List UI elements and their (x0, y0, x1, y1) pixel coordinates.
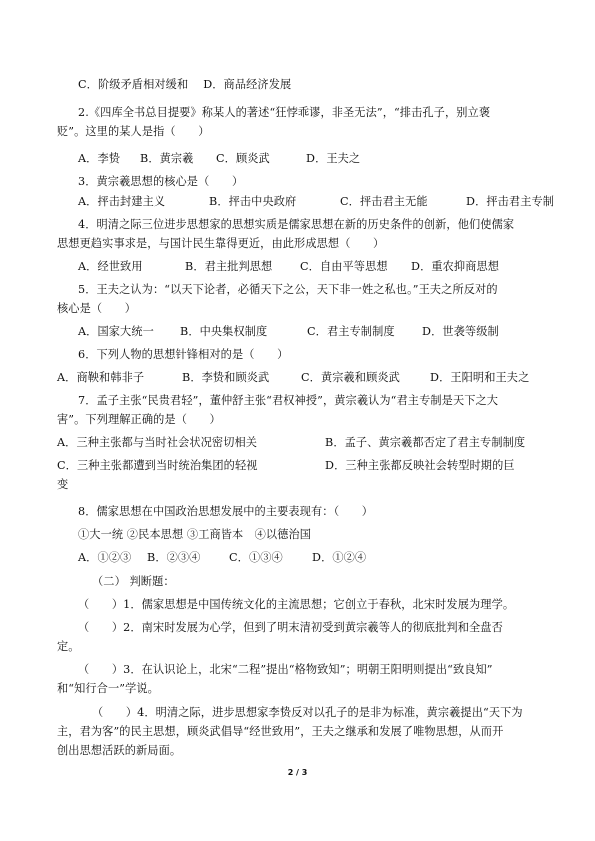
answer-option: A．经世致用 (78, 260, 143, 273)
answer-option: B．②③④ (147, 551, 201, 564)
answer-option: D．三种主张都反映社会转型时期的巨 (325, 459, 515, 472)
answer-options-row (57, 459, 540, 473)
answer-options-row (78, 551, 540, 565)
answer-option: A．抨击封建主义 (78, 195, 166, 208)
answer-option: A．商鞅和韩非子 (57, 371, 145, 384)
text-line: 贬”。这里的某人是指（ ） (57, 125, 210, 138)
answer-options-row (78, 152, 540, 166)
answer-option: B．中央集权制度 (180, 325, 268, 338)
answer-option: C．黄宗羲和顾炎武 (301, 371, 400, 384)
text-line: （ ）3．在认识论上，北宋“二程”提出“格物致知”；明朝王阳明则提出“致良知” (78, 663, 493, 676)
answer-option: C．①③④ (229, 551, 283, 564)
answer-option: D．重农抑商思想 (411, 260, 500, 273)
answer-option: D．①②④ (312, 551, 367, 564)
page-number: 2 / 3 (287, 768, 308, 777)
text-line: （ ）4．明清之际，进步思想家李贽反对以孔子的是非为标准，黄宗羲提出“天下为 (92, 706, 523, 719)
answer-option: B．抨击中央政府 (209, 195, 297, 208)
text-line: 3．黄宗羲思想的核心是（ ） (78, 175, 244, 188)
answer-option: C．君主专制制度 (307, 325, 395, 338)
text-line: 和“知行合一”学说。 (57, 682, 159, 695)
answer-option: B．李贽和顾炎武 (182, 371, 270, 384)
answer-option: C．三种主张都遭到当时统治集团的轻视 (57, 459, 258, 472)
text-line: ①大一统 ②民本思想 ③工商皆本 ④以德治国 (78, 528, 312, 541)
text-line: 变 (57, 478, 69, 491)
text-line: C．阶级矛盾相对缓和 D．商品经济发展 (78, 78, 292, 91)
text-line: 主，君为客”的民主思想，顾炎武倡导“经世致用”，王夫之继承和发展了唯物思想，从而开 (57, 725, 504, 738)
answer-option: A．①②③ (78, 551, 132, 564)
text-line: （ ）2．南宋时发展为心学，但到了明末清初受到黄宗羲等人的彻底批判和全盘否 (78, 621, 503, 634)
text-line: （ ）1．儒家思想是中国传统文化的主流思想；它创立于春秋，北宋时发展为理学。 (78, 598, 515, 611)
answer-option: B．黄宗羲 (140, 152, 194, 165)
text-line: 6．下列人物的思想针锋相对的是（ ） (78, 348, 289, 361)
text-line: 创出思想活跃的新局面。 (57, 744, 182, 757)
text-line: 5．王夫之认为：“以天下论者，必循天下之公，天下非一姓之私也。”王夫之所反对的 (78, 283, 498, 296)
answer-option: D．世袭等级制 (422, 325, 499, 338)
answer-option: B．孟子、黄宗羲都否定了君主专制制度 (325, 436, 526, 449)
answer-option: C．自由平等思想 (300, 260, 388, 273)
answer-options-row (78, 260, 540, 274)
text-line: 核心是（ ） (57, 302, 137, 315)
text-line: 思想更趋实事求是，与国计民生靠得更近，由此形成思想（ ） (57, 237, 385, 250)
answer-option: D．王阳明和王夫之 (430, 371, 530, 384)
text-line: （二） 判断题： (92, 575, 175, 588)
answer-option: A．国家大统一 (78, 325, 154, 338)
answer-option: D．王夫之 (306, 152, 361, 165)
answer-option: C．顾炎武 (216, 152, 270, 165)
text-line: 7．孟子主张“民贵君轻”，董仲舒主张“君权神授”，黄宗羲认为“君主专制是天下之大 (78, 394, 499, 407)
text-line: 8．儒家思想在中国政治思想发展中的主要表现有：（ ） (78, 505, 374, 518)
answer-options-row (78, 195, 555, 209)
answer-options-row (57, 371, 540, 385)
answer-option: B．君主批判思想 (185, 260, 273, 273)
answer-option: A．李贽 (78, 152, 121, 165)
text-line: 定。 (57, 640, 80, 653)
text-line: 4．明清之际三位进步思想家的思想实质是儒家思想在新的历史条件的创新，他们使儒家 (78, 218, 515, 231)
answer-option: A．三种主张都与当时社会状况密切相关 (57, 436, 258, 449)
answer-options-row (78, 325, 540, 339)
answer-options-row (57, 436, 540, 450)
answer-option: C．抨击君主无能 (340, 195, 428, 208)
answer-option: D．抨击君主专制 (466, 195, 555, 208)
text-line: 2.《四库全书总目提要》称某人的著述“狂悖乖谬，非圣无法”，“排击孔子，别立褒 (78, 106, 491, 119)
text-line: 害”。下列理解正确的是（ ） (57, 413, 221, 426)
